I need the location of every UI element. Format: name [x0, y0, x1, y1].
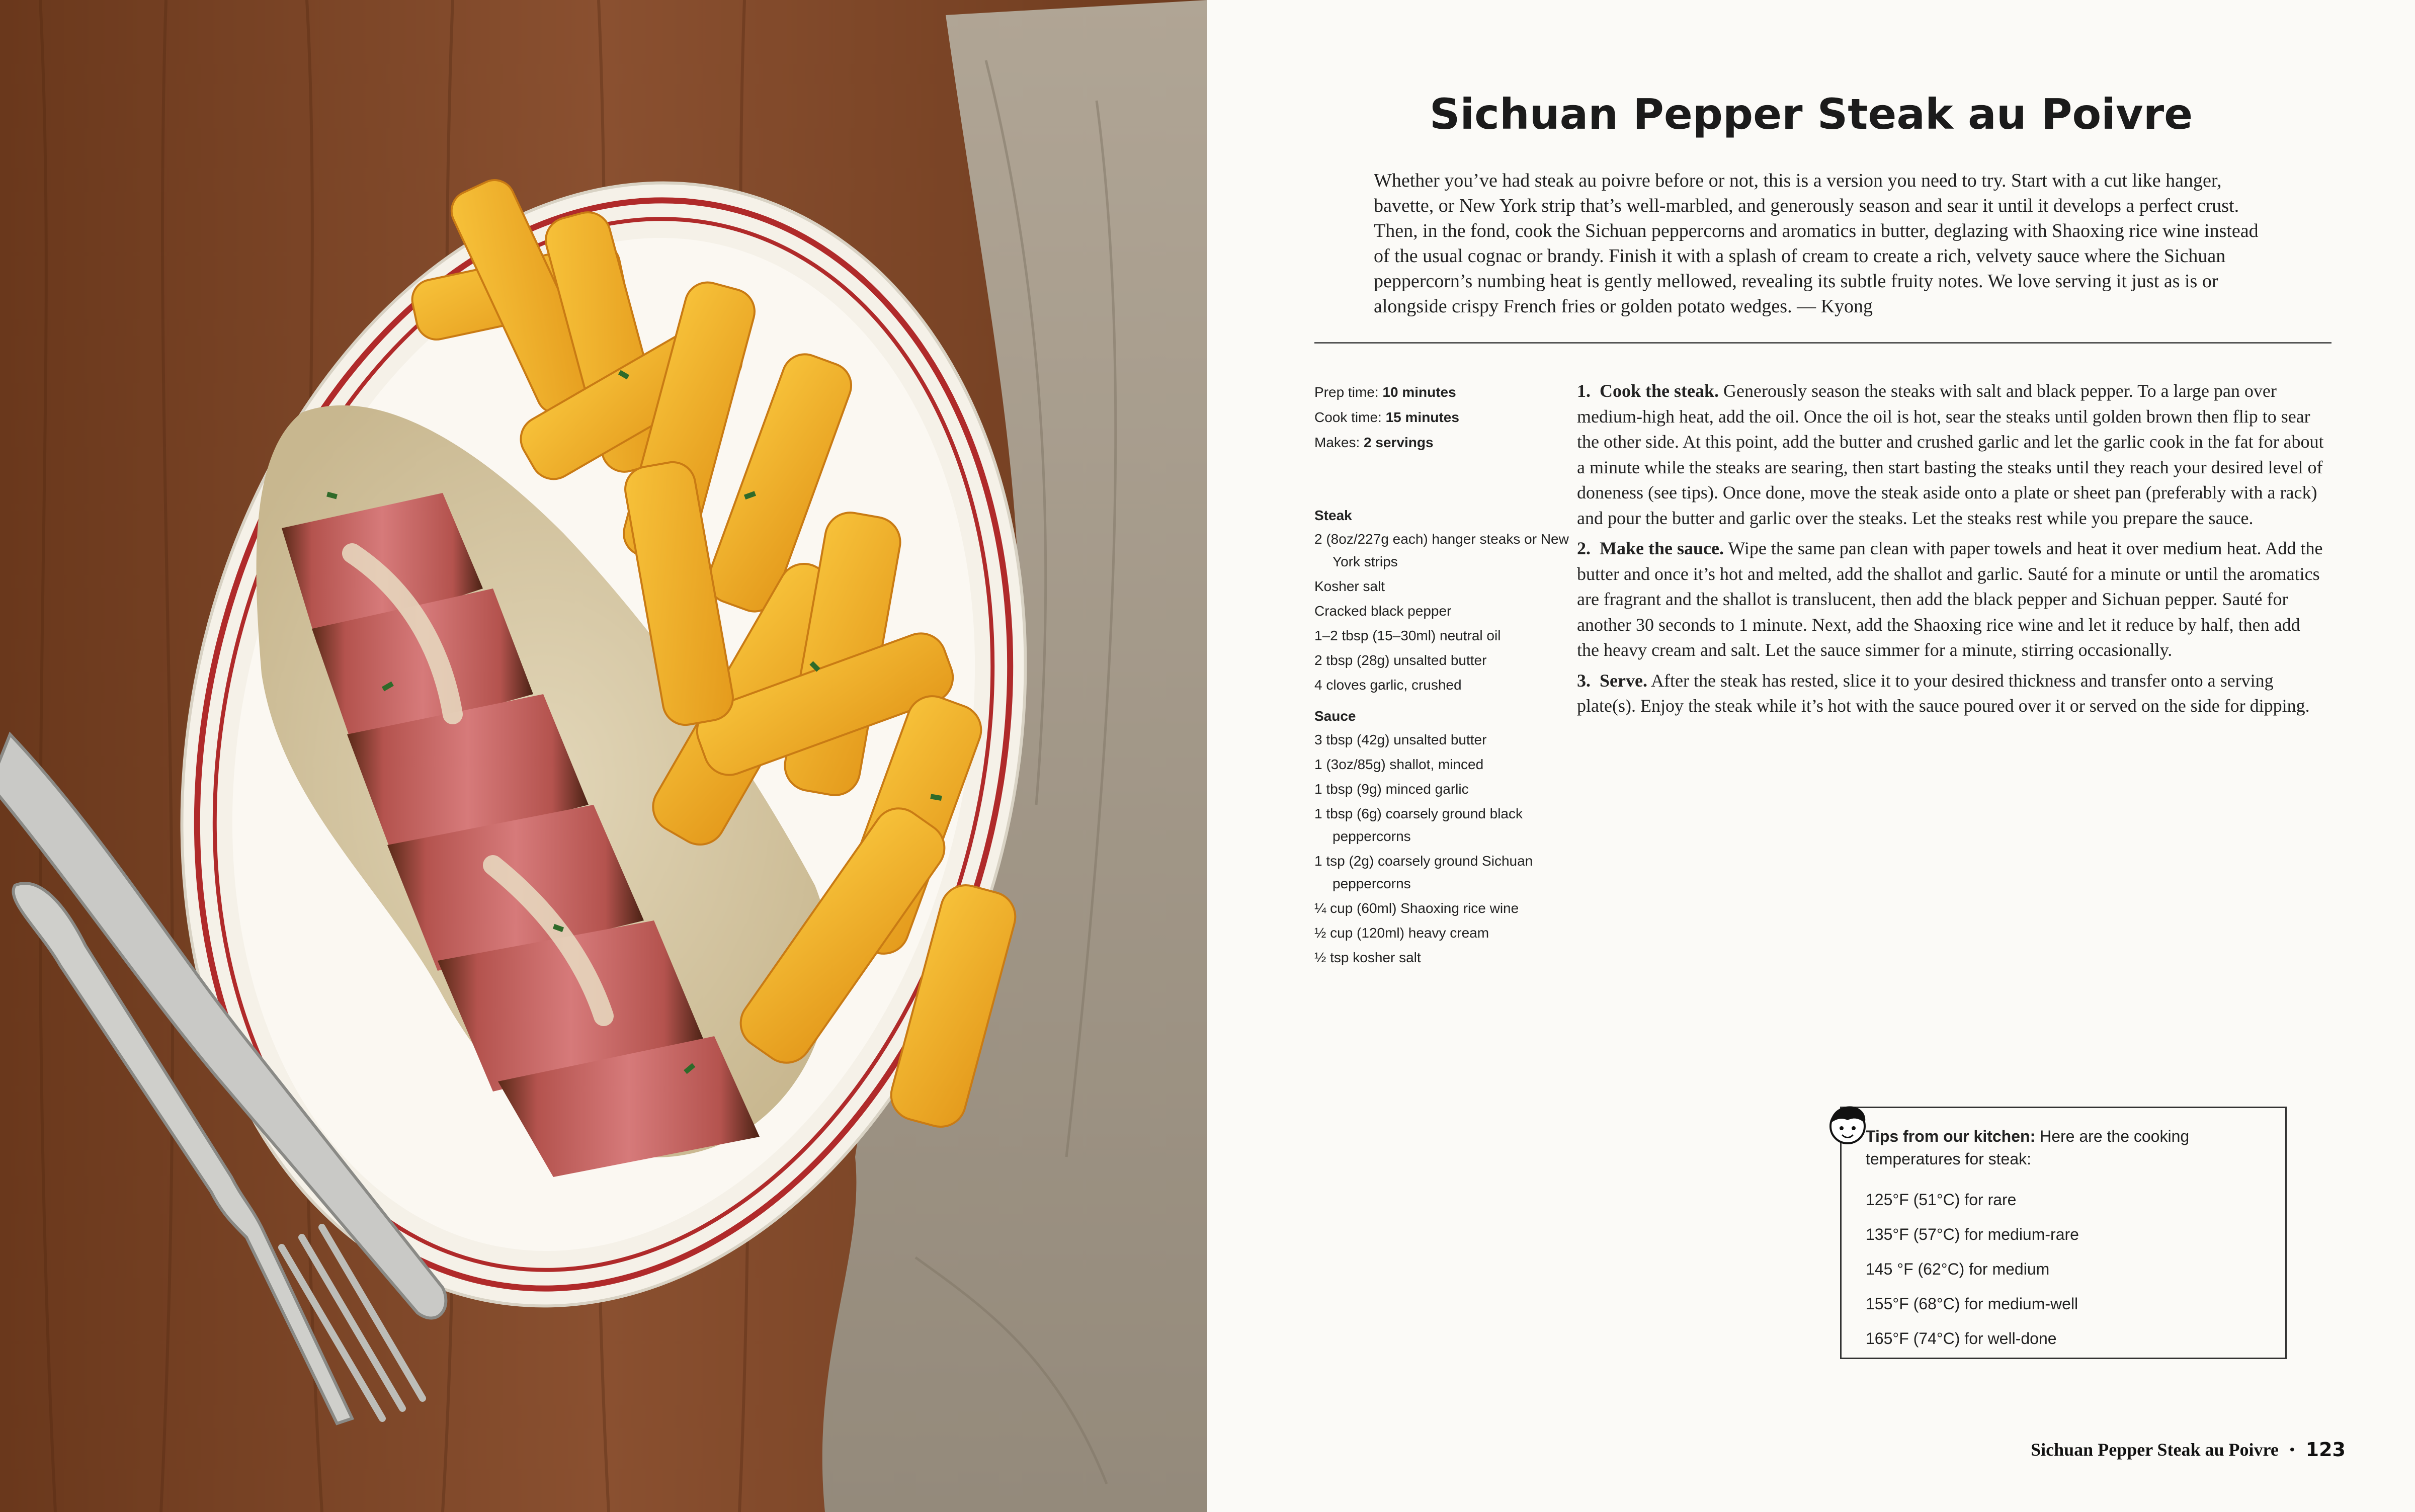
- ingredient-item: Cracked black pepper: [1314, 603, 1452, 619]
- ingredient-item: ½ tsp kosher salt: [1314, 950, 1421, 965]
- ingredients-sauce-list: [1314, 728, 1576, 969]
- servings-value: 2 servings: [1364, 435, 1434, 450]
- ingredients-steak-heading: Steak: [1314, 508, 1352, 523]
- step-1-title: Cook the steak.: [1600, 381, 1719, 401]
- section-divider: [1314, 342, 2331, 344]
- temperature-item: 135°F (57°C) for medium-rare: [1866, 1225, 2079, 1243]
- prep-time-value: 10 minutes: [1382, 384, 1456, 400]
- ingredient-item: ¼ cup (60ml) Shaoxing rice wine: [1314, 900, 1519, 916]
- tips-label: Tips from our kitchen:: [1866, 1127, 2036, 1145]
- tips-content: [1866, 1125, 2268, 1356]
- step-2-number: 2.: [1577, 538, 1591, 558]
- temperature-item: 125°F (51°C) for rare: [1866, 1191, 2017, 1209]
- ingredient-item: 1 (3oz/85g) shallot, minced: [1314, 757, 1484, 772]
- cook-time-value: 15 minutes: [1385, 409, 1459, 425]
- ingredients-sauce-heading: Sauce: [1314, 708, 1356, 724]
- step-2: [1577, 536, 2326, 663]
- recipe-title: Sichuan Pepper Steak au Poivre: [1429, 90, 2193, 139]
- recipe-intro: Whether you’ve had steak au poivre before or not, this is a version you need to try. Start with a cut like hanger, bavette, or New York strip that’s well-marbled, and generously season and sear it until it develops a perfect crust. Then, in the fond, cook the Sichuan peppercorns and aromatics in butter, deglazing with Shaoxing rice wine instead of the usual cognac or brandy. Finish it with a splash of cream to create a rich, velvety sauce where the Sichuan peppercorn’s numbing heat is gently mellowed, revealing its subtle fruity notes. We love serving it just as is or alongside crispy French fries or golden potato wedges. — Kyong: [1374, 170, 2259, 317]
- tips-box: [1840, 1107, 2287, 1359]
- prep-time-label: Prep time:: [1314, 384, 1379, 400]
- temperature-item: 165°F (74°C) for well-done: [1866, 1329, 2057, 1348]
- footer-separator: •: [2289, 1442, 2295, 1457]
- ingredient-item: 1 tbsp (6g) coarsely ground black peppercorns: [1314, 806, 1523, 844]
- step-3: [1577, 668, 2326, 719]
- servings: [1314, 430, 1596, 455]
- method-steps: [1577, 378, 2326, 724]
- step-2-title: Make the sauce.: [1600, 538, 1724, 558]
- ingredient-item: 1 tbsp (9g) minced garlic: [1314, 781, 1469, 797]
- temperature-item: 155°F (68°C) for medium-well: [1866, 1295, 2078, 1313]
- step-1-text: Generously season the steaks with salt and black pepper. To a large pan over medium-high heat, add the oil. Once the oil is hot, sear the steaks until golden brown then flip to sear the other side. At this point, add the butter and crushed garlic and let the garlic cook in the fat for about a minute while the steaks are searing, then start basting the steaks until they reach your desired level of doneness (see tips). Once done, move the steak aside onto a plate or sheet pan (preferably with a rack) and pour the butter and garlic over the steaks. Let the steaks rest while you prepare the sauce.: [1577, 381, 2324, 528]
- page-number: 123: [2305, 1439, 2346, 1461]
- chef-avatar-icon: [1823, 1100, 1872, 1148]
- step-1: [1577, 378, 2326, 531]
- step-3-number: 3.: [1577, 670, 1591, 691]
- temperature-list: [1866, 1183, 2268, 1356]
- tips-intro: Here are the cooking temperatures for steak:: [1866, 1127, 2190, 1168]
- ingredients: [1314, 503, 1576, 971]
- step-3-text: After the steak has rested, slice it to your desired thickness and transfer onto a serving plate(s). Enjoy the steak while it’s hot with the sauce poured over it or served on the side for dipping.: [1577, 670, 2310, 716]
- ingredient-item: 1–2 tbsp (15–30ml) neutral oil: [1314, 628, 1501, 643]
- recipe-meta: [1314, 380, 1596, 455]
- ingredient-item: ½ cup (120ml) heavy cream: [1314, 925, 1489, 941]
- steak-and-fries-illustration: [0, 0, 1207, 1512]
- step-2-text: Wipe the same pan clean with paper towels and heat it over medium heat. Add the butter and once it’s hot and melted, add the shallot and garlic. Sauté for a minute or until the aromatics are fragrant and the shallot is translucent, then add the black pepper and Sichuan pepper. Sauté for another 30 seconds to 1 minute. Next, add the Shaoxing rice wine and let it reduce by half, then add the heavy cream and salt. Let the sauce simmer for a minute, stirring occasionally.: [1577, 538, 2323, 660]
- ingredient-item: 2 (8oz/227g each) hanger steaks or New York strips: [1314, 531, 1569, 569]
- ingredient-item: 1 tsp (2g) coarsely ground Sichuan peppercorns: [1314, 853, 1533, 891]
- servings-label: Makes:: [1314, 435, 1360, 450]
- recipe-page: [1207, 0, 2415, 1512]
- step-1-number: 1.: [1577, 381, 1591, 401]
- cook-time: [1314, 405, 1596, 430]
- ingredient-item: Kosher salt: [1314, 578, 1385, 594]
- ingredient-item: 2 tbsp (28g) unsalted butter: [1314, 652, 1487, 668]
- page-footer: [2031, 1439, 2346, 1461]
- cook-time-label: Cook time:: [1314, 409, 1382, 425]
- footer-title: Sichuan Pepper Steak au Poivre: [2031, 1440, 2279, 1460]
- food-photo: [0, 0, 1207, 1512]
- temperature-item: 145 °F (62°C) for medium: [1866, 1260, 2050, 1278]
- ingredients-steak-list: [1314, 528, 1576, 696]
- step-3-title: Serve.: [1600, 670, 1647, 691]
- prep-time: [1314, 380, 1596, 405]
- ingredient-item: 3 tbsp (42g) unsalted butter: [1314, 732, 1487, 747]
- ingredient-item: 4 cloves garlic, crushed: [1314, 677, 1462, 693]
